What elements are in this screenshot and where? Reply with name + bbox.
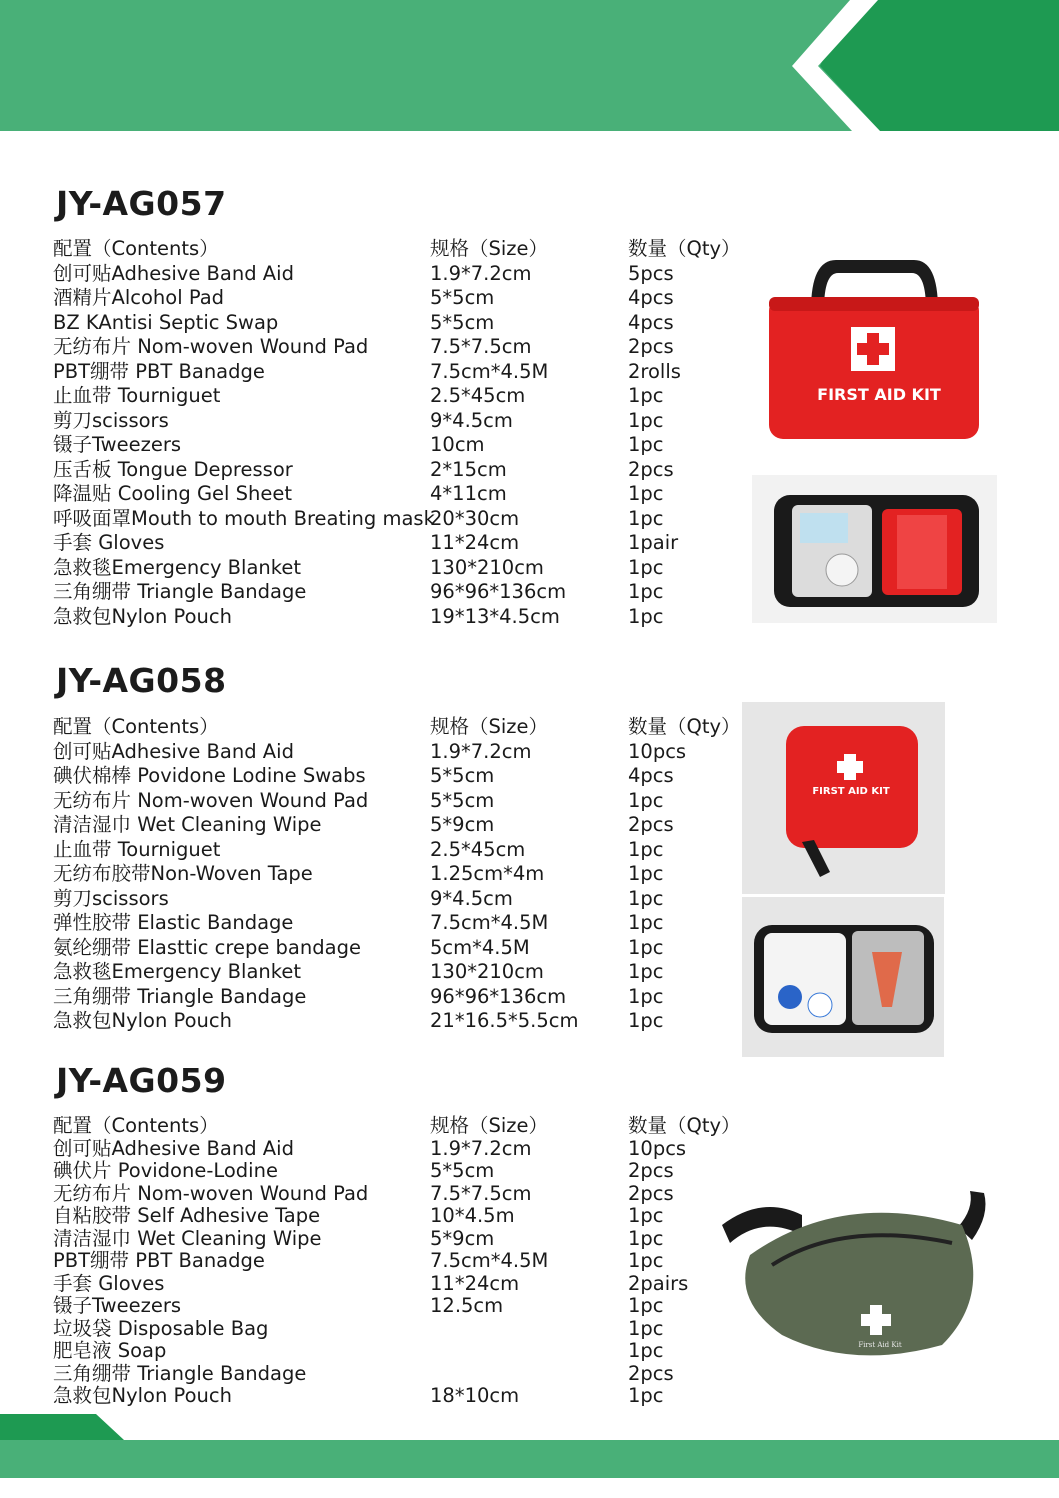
bag-label: First Aid Kit xyxy=(858,1341,902,1349)
red-kit-bag-photo xyxy=(766,255,982,445)
model-title: JY-AG057 xyxy=(56,184,227,223)
model-title: JY-AG058 xyxy=(56,661,227,700)
header-band xyxy=(0,0,1059,131)
bag-label: FIRST AID KIT xyxy=(812,786,890,797)
header-contents: 配置（Contents） xyxy=(53,237,219,260)
header-size: 规格（Size） xyxy=(430,237,549,260)
red-pouch-photo xyxy=(742,702,945,894)
open-kit-photo xyxy=(752,475,997,623)
header-contents: 配置（Contents） xyxy=(53,1114,219,1137)
model-title: JY-AG059 xyxy=(56,1061,227,1100)
open-pouch-photo xyxy=(742,897,944,1057)
header-size: 规格（Size） xyxy=(430,715,549,738)
header-qty: 数量（Qty） xyxy=(628,715,741,738)
waist-bag-photo xyxy=(722,1185,992,1375)
footer-band xyxy=(0,1410,1059,1480)
header-contents: 配置（Contents） xyxy=(53,715,219,738)
header-qty: 数量（Qty） xyxy=(628,1114,741,1137)
header-qty: 数量（Qty） xyxy=(628,237,741,260)
header-size: 规格（Size） xyxy=(430,1114,549,1137)
bag-label: FIRST AID KIT xyxy=(817,385,941,404)
